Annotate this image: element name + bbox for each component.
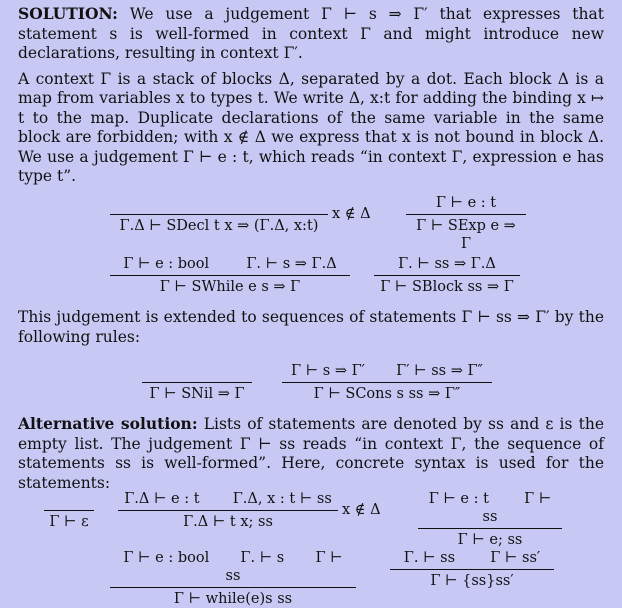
rule-scons-premises [282,362,492,383]
rule-scons-premise-2: Γ′ ⊢ ss ⇒ Γ″ [396,363,483,379]
rule-snil-conclusion: Γ ⊢ SNil ⇒ Γ [149,386,245,402]
rule-block-premises [390,549,554,570]
rule-empty-premise [44,490,94,511]
rule-block-conclusion: Γ ⊢ {ss}ss′ [430,573,514,589]
alternative-paragraph [18,414,604,493]
rule-while-conclusion: Γ ⊢ while(e)s ss [173,591,293,607]
rule-while-premise-1: Γ ⊢ e : bool [123,550,210,566]
rule-swhile-conclusion: Γ ⊢ SWhile e s ⇒ Γ [159,279,301,295]
extension-paragraph: This judgement is extended to sequences of statements Γ ⊢ ss ⇒ Γ′ by the following rules: [18,308,604,346]
rule-snil [142,362,252,403]
rule-snil-premise [142,362,252,383]
rule-swhile [110,255,350,296]
rule-sexp-conclusion: Γ ⊢ SExp e ⇒ Γ [416,218,516,252]
rule-swhile-premises [110,255,350,276]
rule-while-premise-3: Γ ⊢ ss [225,550,343,584]
rule-sdecl-conclusion: Γ.Δ ⊢ SDecl t x ⇒ (Γ.Δ, x:t) [119,218,319,234]
rule-decl [118,490,338,531]
rule-decl-premises [118,490,338,511]
alternative-text: Lists of statements are denoted by ss and ε is the empty list. The judgement Γ ⊢ ss reads “in context Γ, the sequence of statements ss is well-formed”. Here, concrete syntax is used for the statements: [18,415,604,492]
rule-sdecl [110,194,328,235]
rule-sdecl-side-condition: x ∉ Δ [332,206,371,222]
rule-empty-conclusion: Γ ⊢ ε [49,514,89,530]
rule-while-premises [110,549,356,588]
rule-scons [282,362,492,403]
rule-sexp-premise: Γ ⊢ e : t [406,194,526,215]
rule-block-premise-1: Γ. ⊢ ss [403,550,456,566]
rule-decl-premise-1: Γ.Δ ⊢ e : t [124,491,200,507]
solution-label: SOLUTION: [18,4,118,23]
rule-sblock-premise: Γ. ⊢ ss ⇒ Γ.Δ [374,255,520,276]
rule-decl-premise-2: Γ.Δ, x : t ⊢ ss [232,491,332,507]
rule-while [110,549,356,608]
rule-exp-premise-1: Γ ⊢ e : t [428,491,489,507]
rule-scons-premise-1: Γ ⊢ s ⇒ Γ′ [291,363,365,379]
rule-scons-conclusion: Γ ⊢ SCons s ss ⇒ Γ″ [313,386,461,402]
rule-exp-premise-2: Γ ⊢ ss [482,491,552,525]
rule-exp [418,490,562,549]
rule-sexp [406,194,526,253]
rule-block [390,549,554,590]
solution-intro-text: We use a judgement Γ ⊢ s ⇒ Γ′ that expresses that statement s is well-formed in context Γ and might introduce new declarations, resulting in context Γ′. [18,5,604,62]
solution-intro [18,4,604,64]
rule-while-premise-2: Γ. ⊢ s [240,550,285,566]
alternative-label: Alternative solution: [18,414,198,433]
rule-sblock [374,255,520,296]
rule-exp-premises [418,490,562,529]
rule-swhile-premise-1: Γ ⊢ e : bool [123,256,210,272]
context-paragraph: A context Γ is a stack of blocks Δ, separated by a dot. Each block Δ is a map from variables x to types t. We write Δ, x:t for adding the binding x ↦ t to the map. Duplicate declarations of the same variable in the same block are forbidden; with x ∉ Δ we express that x is not bound in block Δ. We use a judgement Γ ⊢ e : t, which reads “in context Γ, expression e has type t”. [18,69,604,185]
rule-decl-side-condition: x ∉ Δ [342,502,381,518]
rule-exp-conclusion: Γ ⊢ e; ss [457,532,523,548]
rule-sdecl-premise [110,194,328,215]
rule-sblock-conclusion: Γ ⊢ SBlock ss ⇒ Γ [380,279,514,295]
rule-block-premise-2: Γ ⊢ ss′ [490,550,541,566]
rule-decl-conclusion: Γ.Δ ⊢ t x; ss [183,514,273,530]
rule-swhile-premise-2: Γ. ⊢ s ⇒ Γ.Δ [246,256,337,272]
rule-empty [44,490,94,531]
